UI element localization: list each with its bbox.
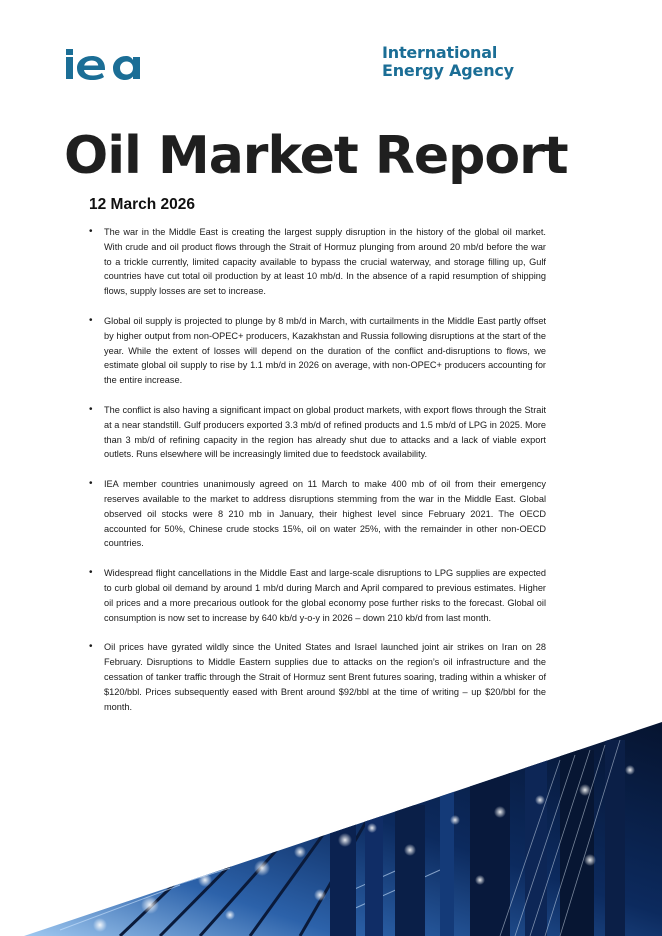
key-point: • The conflict is also having a significant impact on global product markets, with export flows through the Strait at a near standstill. Gulf producers exported 3.3 mb/d of refined products and 1.5 mb/d of LPG in 2025. More than 3 mb/d of refining capacity in the region has already shut due to attacks and a lack of viable export outlets. Runs elsewhere will be increasingly limited due to feedstock availability.	[89, 403, 546, 462]
agency-name	[382, 44, 514, 80]
key-point: • IEA member countries unanimously agreed on 11 March to make 400 mb of oil from their emergency reserves available to the market to address disruptions stemming from the war in the Middle East. Global observed oil stocks were 8 210 mb in January, their highest level since February 2021. The OECD accounted for 50%, Chinese crude stocks 15%, oil on water 25%, with the remainder in other non-OECD countries.	[89, 477, 546, 551]
key-points-list	[89, 225, 546, 729]
key-point: • Global oil supply is projected to plunge by 8 mb/d in March, with curtailments in the Middle East partly offset by higher output from non-OPEC+ producers, Kazakhstan and Russia following disruptions at the start of the year. While the extent of losses will depend on the duration of the conflict and-disruptions to flows, we estimate global oil supply to rise by 1.1 mb/d in 2026 on average, with non-OPEC+ producers accounting for the entire increase.	[89, 314, 546, 388]
report-date: 12 March 2026	[89, 196, 195, 213]
agency-name-line1: International	[382, 43, 498, 62]
key-point: • The war in the Middle East is creating the largest supply disruption in the history of the global oil market. With crude and oil product flows through the Strait of Hormuz plunging from around 20 mb/d before the war to a trickle currently, limited capacity available to bypass the crucial waterway, and storage filling up, Gulf countries have cut total oil production by at least 10 mb/d. In the absence of a rapid resumption of shipping flows, supply losses are set to increase.	[89, 225, 546, 299]
agency-name-line2: Energy Agency	[382, 61, 514, 80]
iea-logo	[66, 46, 148, 82]
key-point: • Widespread flight cancellations in the Middle East and large-scale disruptions to LPG supplies are expected to curb global oil demand by around 1 mb/d during March and April compared to previous estimates. Higher oil prices and a more precarious outlook for the global economy pose further risks to the forecast. Global oil consumption is now set to increase by 640 kb/d y-o-y in 2026 – down 210 kb/d from last month.	[89, 566, 546, 625]
key-point: • Oil prices have gyrated wildly since the United States and Israel launched joint air strikes on Iran on 28 February. Disruptions to Middle Eastern supplies due to attacks on the region’s oil infrastructure and the cessation of tanker traffic through the Strait of Hormuz sent Brent futures soaring, trading within a whisker of $120/bbl. Prices subsequently eased with Brent around $92/bbl at the time of writing – up $20/bbl for the month.	[89, 640, 546, 714]
report-title: Oil Market Report	[64, 126, 568, 186]
